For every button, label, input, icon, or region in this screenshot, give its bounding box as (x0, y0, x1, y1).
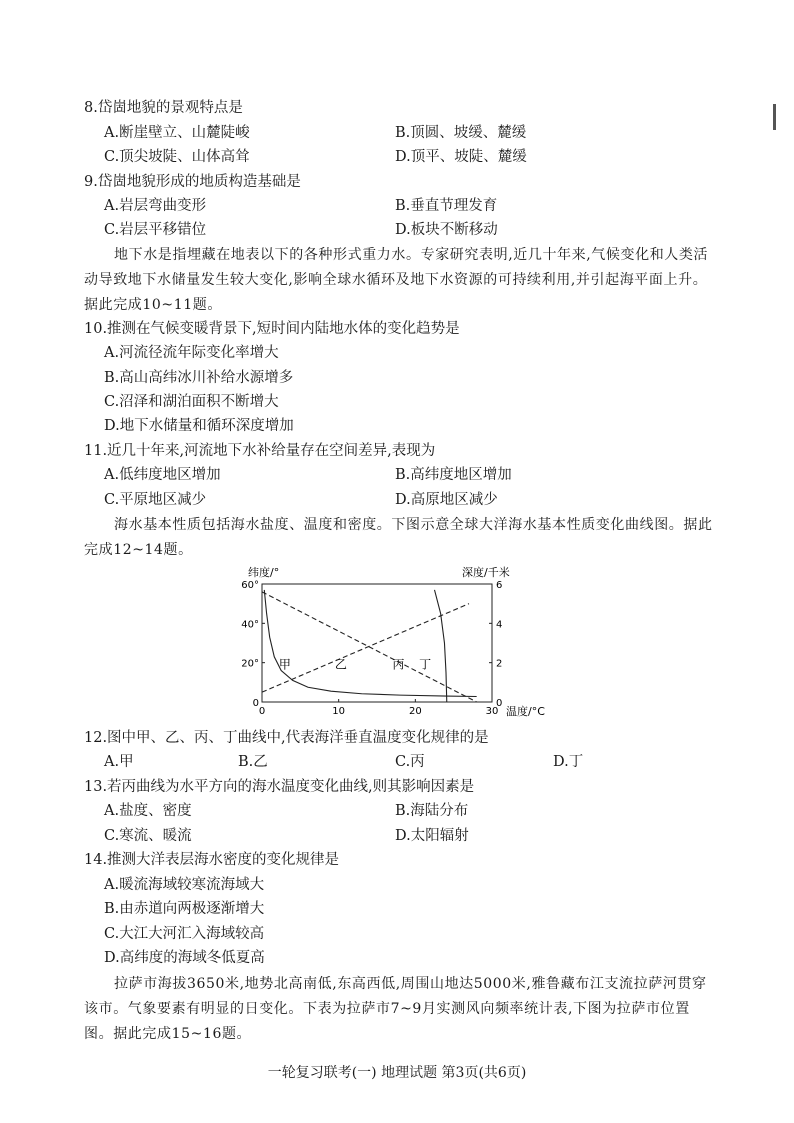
question-stem: 13.若丙曲线为水平方向的海水温度变化曲线,则其影响因素是 (84, 779, 475, 795)
x-axis-label: 温度/°C (506, 705, 545, 718)
page-footer: 一轮复习联考(一) 地理试题 第3页(共6页) (267, 1065, 527, 1081)
option-b: B.高纬度地区增加 (395, 467, 512, 483)
plot-frame (262, 584, 492, 702)
left-tick-label: 40° (241, 619, 259, 631)
left-tick-label: 60° (241, 580, 259, 591)
option-a: A.甲 (104, 754, 134, 770)
passage-seawater: 海水基本性质包括海水盐度、温度和密度。下图示意全球大洋海水基本性质变化曲线图。据此完成12~14题。 (84, 517, 713, 558)
option-d: D.太阳辐射 (395, 828, 469, 844)
series-label: 丙 (392, 657, 405, 672)
option-b: B.海陆分布 (395, 803, 469, 819)
x-tick-label: 30 (485, 706, 499, 717)
option-b: B.乙 (238, 754, 268, 770)
option-d: D.高原地区减少 (395, 492, 498, 508)
option-c: C.顶尖坡陡、山体高耸 (104, 149, 250, 165)
option-a: A.盐度、密度 (104, 803, 192, 819)
x-tick-label: 10 (332, 706, 346, 717)
option-a: A.暖流海域较寒流海域大 (104, 877, 265, 893)
passage-lhasa: 拉萨市海拔3650米,地势北高南低,东高西低,周围山地达5000米,雅鲁藏布江支流拉萨河贯穿该市。气象要素有明显的日变化。下表为拉萨市7~9月实测风向频率统计表,下图为拉萨市位置图。据此完成15~16题。 (84, 976, 707, 1042)
option-a: A.岩层弯曲变形 (104, 198, 207, 214)
question-stem: 14.推测大洋表层海水密度的变化规律是 (84, 852, 340, 868)
seawater-chart-svg (230, 562, 570, 722)
option-d: D.高纬度的海域冬低夏高 (104, 950, 265, 966)
question-stem: 9.岱崮地貌形成的地质构造基础是 (84, 174, 301, 190)
x-tick-label: 20 (408, 706, 422, 717)
series-label: 甲 (278, 657, 291, 672)
right-tick-label: 4 (496, 619, 503, 631)
right-tick-label: 2 (496, 658, 503, 670)
option-c: C.丙 (395, 754, 425, 770)
series-line-丙 (262, 604, 469, 693)
series-label: 乙 (334, 657, 347, 672)
option-c: C.岩层平移错位 (104, 222, 207, 238)
option-b: B.垂直节理发育 (395, 198, 498, 214)
option-d: D.顶平、坡陡、麓缓 (395, 149, 527, 165)
margin-mark (773, 104, 776, 130)
question-stem: 10.推测在气候变暖背景下,短时间内陆地水体的变化趋势是 (84, 321, 460, 337)
option-d: D.板块不断移动 (395, 222, 498, 238)
option-b: B.高山高纬冰川补给水源增多 (104, 370, 294, 386)
option-c: C.平原地区减少 (104, 492, 207, 508)
option-c: C.沼泽和湖泊面积不断增大 (104, 394, 279, 410)
passage-groundwater: 地下水是指埋藏在地表以下的各种形式重力水。专家研究表明,近几十年来,气候变化和人类活动导致地下水储量发生较大变化,影响全球水循环及地下水资源的可持续利用,并引起海平面上升。据此完成10~11题。 (84, 247, 709, 313)
question-stem: 8.岱崮地貌的景观特点是 (84, 100, 243, 116)
option-b: B.顶圆、坡缓、麓缓 (395, 125, 527, 141)
question-stem: 11.近几十年来,河流地下水补给量存在空间差异,表现为 (84, 443, 436, 459)
option-c: C.大江大河汇入海域较高 (104, 926, 265, 942)
x-tick-label: 0 (258, 706, 266, 717)
left-axis-label: 纬度/° (248, 566, 280, 579)
left-tick-label: 0 (252, 698, 259, 709)
option-d: D.地下水储量和循环深度增加 (104, 418, 294, 434)
series-label: 丁 (419, 657, 432, 672)
option-d: D.丁 (553, 754, 584, 770)
seawater-chart (230, 562, 570, 722)
option-c: C.寒流、暖流 (104, 828, 192, 844)
question-stem: 12.图中甲、乙、丙、丁曲线中,代表海洋垂直温度变化规律的是 (84, 730, 489, 746)
right-tick-label: 0 (496, 698, 503, 709)
left-tick-label: 20° (241, 658, 259, 670)
option-a: A.断崖壁立、山麓陡峻 (104, 125, 250, 141)
option-b: B.由赤道向两极逐渐增大 (104, 901, 265, 917)
right-axis-label: 深度/千米 (462, 566, 510, 579)
option-a: A.低纬度地区增加 (104, 467, 221, 483)
right-tick-label: 6 (496, 580, 503, 591)
option-a: A.河流径流年际变化率增大 (104, 345, 279, 361)
series-line-丁 (435, 590, 447, 702)
